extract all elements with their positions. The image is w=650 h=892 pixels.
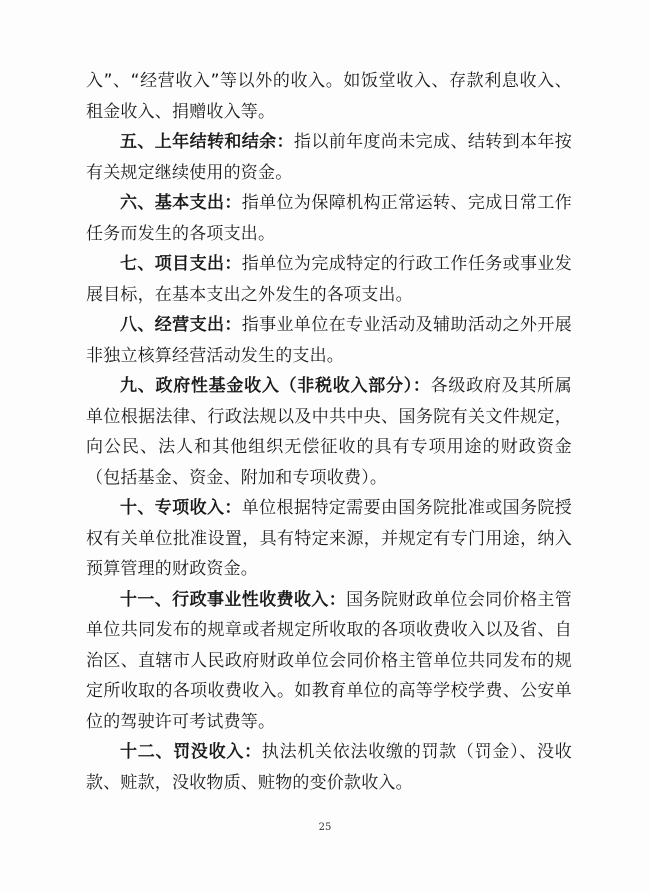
definition-term: 十、专项收入： [120, 498, 242, 518]
definition-item [86, 249, 572, 310]
definition-text: 国务院财政单位会同价格主管单位共同发布的规章或者规定所收取的各项收费收入以及省、自治区、直辖市人民政府财政单位会同价格主管单位共同发布的规定所收取的各项收费收入。如教育单位的高等学校学费、公安单位的驾驶许可考试费等。 [86, 589, 572, 732]
definition-text: 各级政府及其所属单位根据法律、行政法规以及中共中央、国务院有关文件规定，向公民、法人和其他组织无偿征收的具有专项用途的财政资金（包括基金、资金、附加和专项收费）。 [86, 376, 572, 488]
definition-text: 指单位为完成特定的行政工作任务或事业发展目标，在基本支出之外发生的各项支出。 [86, 254, 572, 305]
definition-text: 指事业单位在专业活动及辅助活动之外开展非独立核算经营活动发生的支出。 [86, 315, 572, 366]
definition-item [86, 737, 572, 798]
definition-item [86, 188, 572, 249]
definition-item [86, 585, 572, 738]
definition-item [86, 310, 572, 371]
definition-item [86, 493, 572, 585]
definition-item [86, 127, 572, 188]
definition-term: 五、上年结转和结余： [120, 132, 294, 152]
definition-term: 八、经营支出： [120, 315, 242, 335]
definition-term: 六、基本支出： [120, 193, 242, 213]
definition-term: 七、项目支出： [120, 254, 242, 274]
definition-term: 九、政府性基金收入（非税收入部分）： [120, 376, 431, 396]
definition-term: 十二、罚没收入： [120, 742, 262, 762]
definition-text: 指单位为保障机构正常运转、完成日常工作任务而发生的各项支出。 [86, 193, 572, 244]
document-body [86, 66, 572, 798]
page-number: 25 [318, 822, 332, 833]
continuation-paragraph: 入”、“经营收入”等以外的收入。如饭堂收入、存款利息收入、租金收入、捐赠收入等。 [86, 71, 572, 122]
definition-list [86, 127, 572, 798]
definition-term: 十一、行政事业性收费收入： [120, 589, 347, 610]
definition-item [86, 371, 572, 493]
definition-text: 执法机关依法收缴的罚款（罚金）、没收款、赃款，没收物质、赃物的变价款收入。 [86, 742, 572, 793]
definition-text: 指以前年度尚未完成、结转到本年按有关规定继续使用的资金。 [86, 132, 572, 183]
definition-text: 单位根据特定需要由国务院批准或国务院授权有关单位批准设置，具有特定来源，并规定有专门用途，纳入预算管理的财政资金。 [86, 498, 572, 579]
